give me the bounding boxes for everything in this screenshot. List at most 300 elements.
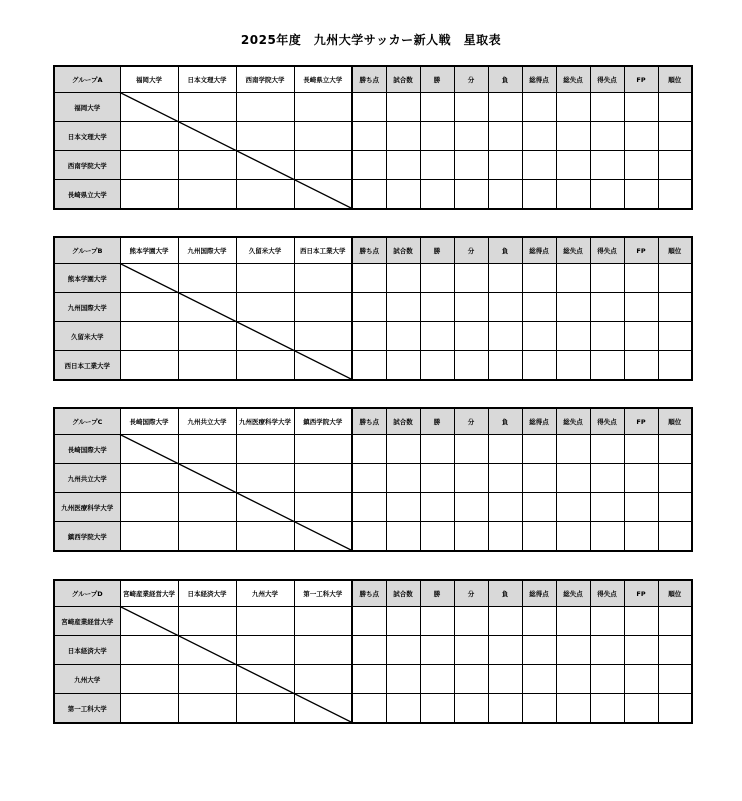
stat-header: 試合数 [386,408,420,435]
team-name: 西南学院大学 [54,151,120,180]
stat-cell [590,180,624,210]
stat-cell [454,435,488,464]
opponent-header: 第一工科大学 [294,580,352,607]
self-match-cell [294,351,352,381]
stat-cell [488,493,522,522]
self-match-cell [178,464,236,493]
stat-cell [624,322,658,351]
stat-cell [386,93,420,122]
stat-cell [454,665,488,694]
self-match-cell [294,180,352,210]
result-cell [236,435,294,464]
group-table-a [53,65,693,210]
stat-cell [624,264,658,293]
stat-cell [522,93,556,122]
stat-cell [590,351,624,381]
stat-header: 分 [454,580,488,607]
result-cell [120,180,178,210]
stat-cell [454,93,488,122]
result-cell [178,264,236,293]
stat-cell [658,636,692,665]
table-row [54,351,692,381]
stat-header: 負 [488,580,522,607]
stat-cell [352,665,386,694]
stat-cell [522,322,556,351]
stat-cell [624,93,658,122]
stat-cell [522,665,556,694]
result-cell [120,464,178,493]
stat-cell [386,464,420,493]
stat-cell [454,607,488,636]
standings-table [53,407,693,552]
result-cell [294,493,352,522]
table-row [54,665,692,694]
self-match-cell [120,435,178,464]
stat-cell [556,264,590,293]
stat-cell [522,122,556,151]
opponent-header: 久留米大学 [236,237,294,264]
stat-cell [352,464,386,493]
opponent-header: 西日本工業大学 [294,237,352,264]
team-name: 九州医療科学大学 [54,493,120,522]
stat-header: 勝ち点 [352,237,386,264]
stat-cell [386,322,420,351]
result-cell [236,694,294,724]
stat-cell [590,435,624,464]
opponent-header: 福岡大学 [120,66,178,93]
stat-cell [556,694,590,724]
stat-cell [488,435,522,464]
group-table-d [53,579,693,724]
stat-cell [454,464,488,493]
team-name: 熊本学園大学 [54,264,120,293]
stat-cell [488,93,522,122]
group-table-b [53,236,693,381]
stat-cell [590,464,624,493]
stat-cell [386,293,420,322]
stat-header: 勝 [420,66,454,93]
result-cell [178,93,236,122]
team-name: 西日本工業大学 [54,351,120,381]
stat-cell [420,93,454,122]
result-cell [120,122,178,151]
result-cell [236,264,294,293]
stat-cell [420,607,454,636]
opponent-header: 九州大学 [236,580,294,607]
stat-cell [420,151,454,180]
team-name: 長崎県立大学 [54,180,120,210]
result-cell [294,464,352,493]
result-cell [120,351,178,381]
stat-cell [352,322,386,351]
result-cell [236,93,294,122]
stat-cell [420,180,454,210]
result-cell [178,151,236,180]
stat-cell [386,151,420,180]
stat-cell [624,636,658,665]
stat-header: 勝ち点 [352,408,386,435]
opponent-header: 熊本学園大学 [120,237,178,264]
stat-cell [624,694,658,724]
stat-cell [556,522,590,552]
stat-header: 総失点 [556,408,590,435]
stat-header: FP [624,237,658,264]
stat-cell [386,264,420,293]
stat-cell [556,607,590,636]
self-match-cell [178,122,236,151]
opponent-header: 九州国際大学 [178,237,236,264]
team-name: 九州共立大学 [54,464,120,493]
stat-cell [624,665,658,694]
stat-cell [352,694,386,724]
stat-cell [420,351,454,381]
result-cell [294,151,352,180]
stat-cell [556,493,590,522]
team-name: 長崎国際大学 [54,435,120,464]
stat-cell [624,180,658,210]
stat-header: 総失点 [556,66,590,93]
stat-cell [522,522,556,552]
stat-header: 負 [488,66,522,93]
self-match-cell [120,607,178,636]
stat-cell [556,351,590,381]
stat-header: 順位 [658,237,692,264]
stat-cell [386,351,420,381]
self-match-cell [120,93,178,122]
stat-cell [590,293,624,322]
stat-cell [420,435,454,464]
self-match-cell [178,636,236,665]
stat-cell [454,351,488,381]
group-name: グループB [54,237,120,264]
stat-cell [420,122,454,151]
opponent-header: 九州医療科学大学 [236,408,294,435]
stat-cell [658,151,692,180]
stat-cell [556,293,590,322]
table-row [54,322,692,351]
team-name: 日本経済大学 [54,636,120,665]
table-row [54,607,692,636]
stat-header: 順位 [658,408,692,435]
team-name: 日本文理大学 [54,122,120,151]
stat-cell [522,694,556,724]
result-cell [236,293,294,322]
stat-cell [454,522,488,552]
stat-cell [454,151,488,180]
stat-cell [420,636,454,665]
stat-cell [624,151,658,180]
stat-cell [658,351,692,381]
result-cell [294,264,352,293]
stat-cell [556,122,590,151]
stat-header: 試合数 [386,66,420,93]
self-match-cell [120,264,178,293]
result-cell [120,322,178,351]
opponent-header: 九州共立大学 [178,408,236,435]
stat-cell [386,694,420,724]
result-cell [236,464,294,493]
stat-cell [488,122,522,151]
table-row [54,435,692,464]
group-name: グループC [54,408,120,435]
result-cell [294,435,352,464]
stat-cell [522,151,556,180]
stat-cell [386,522,420,552]
opponent-header: 鎮西学院大学 [294,408,352,435]
stat-cell [556,151,590,180]
table-row [54,264,692,293]
stat-header: 負 [488,408,522,435]
result-cell [236,522,294,552]
stat-header: 負 [488,237,522,264]
self-match-cell [236,322,294,351]
stat-header: FP [624,408,658,435]
stat-cell [658,122,692,151]
stat-cell [454,636,488,665]
stat-cell [352,435,386,464]
result-cell [178,607,236,636]
stat-cell [386,607,420,636]
stat-cell [454,322,488,351]
table-row [54,293,692,322]
stat-header: 総得点 [522,408,556,435]
header-row [54,66,692,93]
standings-table [53,579,693,724]
stat-header: 得失点 [590,408,624,435]
stat-cell [522,435,556,464]
group-table-c [53,407,693,552]
result-cell [120,293,178,322]
stat-cell [386,122,420,151]
stat-cell [488,293,522,322]
stat-cell [590,665,624,694]
stat-cell [488,351,522,381]
stat-cell [454,122,488,151]
stat-cell [352,351,386,381]
self-match-cell [236,151,294,180]
result-cell [236,122,294,151]
result-cell [236,180,294,210]
stat-header: 得失点 [590,580,624,607]
stat-cell [488,322,522,351]
stat-cell [590,322,624,351]
result-cell [294,93,352,122]
stat-header: 総失点 [556,237,590,264]
header-row [54,237,692,264]
stat-cell [488,180,522,210]
stat-header: 総得点 [522,66,556,93]
result-cell [294,607,352,636]
opponent-header: 長崎国際大学 [120,408,178,435]
result-cell [178,351,236,381]
table-row [54,122,692,151]
self-match-cell [294,522,352,552]
stat-cell [386,636,420,665]
stat-cell [624,522,658,552]
stat-cell [658,435,692,464]
standings-table [53,65,693,210]
stat-header: 分 [454,237,488,264]
stat-cell [352,264,386,293]
stat-cell [658,322,692,351]
stat-cell [658,493,692,522]
stat-cell [522,293,556,322]
group-name: グループD [54,580,120,607]
result-cell [120,665,178,694]
standings-table [53,236,693,381]
team-name: 九州国際大学 [54,293,120,322]
stat-cell [522,493,556,522]
stat-cell [624,464,658,493]
stat-cell [658,665,692,694]
stat-header: 勝ち点 [352,580,386,607]
stat-header: 総得点 [522,237,556,264]
table-row [54,180,692,210]
stat-cell [488,464,522,493]
stat-header: 分 [454,66,488,93]
stat-cell [624,493,658,522]
team-name: 久留米大学 [54,322,120,351]
table-row [54,151,692,180]
stat-cell [454,694,488,724]
result-cell [178,435,236,464]
result-cell [236,351,294,381]
stat-cell [556,93,590,122]
team-name: 第一工科大学 [54,694,120,724]
stat-cell [386,493,420,522]
stat-cell [454,180,488,210]
stat-header: 得失点 [590,66,624,93]
stat-header: 勝 [420,237,454,264]
stat-cell [522,607,556,636]
stat-cell [590,694,624,724]
stat-cell [454,493,488,522]
stat-cell [420,493,454,522]
stat-header: 勝 [420,580,454,607]
stat-header: 勝 [420,408,454,435]
result-cell [120,493,178,522]
stat-cell [488,665,522,694]
stat-cell [658,522,692,552]
stat-cell [624,351,658,381]
stat-cell [420,694,454,724]
team-name: 鎮西学院大学 [54,522,120,552]
stat-cell [556,322,590,351]
opponent-header: 日本文理大学 [178,66,236,93]
result-cell [178,180,236,210]
opponent-header: 西南学院大学 [236,66,294,93]
result-cell [178,665,236,694]
result-cell [236,607,294,636]
stat-cell [420,293,454,322]
result-cell [178,322,236,351]
result-cell [120,636,178,665]
opponent-header: 長崎県立大学 [294,66,352,93]
stat-cell [658,180,692,210]
stat-cell [590,122,624,151]
stat-header: 勝ち点 [352,66,386,93]
stat-cell [590,264,624,293]
stat-header: 順位 [658,66,692,93]
opponent-header: 宮崎産業経営大学 [120,580,178,607]
stat-cell [352,293,386,322]
stat-header: 分 [454,408,488,435]
stat-cell [420,322,454,351]
stat-cell [522,636,556,665]
result-cell [294,322,352,351]
result-cell [120,522,178,552]
stat-cell [624,607,658,636]
stat-cell [488,607,522,636]
stat-header: 試合数 [386,237,420,264]
self-match-cell [236,665,294,694]
stat-cell [420,464,454,493]
table-row [54,464,692,493]
stat-cell [556,665,590,694]
stat-cell [556,180,590,210]
stat-cell [522,264,556,293]
stat-cell [590,493,624,522]
stat-cell [658,264,692,293]
stat-cell [352,93,386,122]
stat-header: 総得点 [522,580,556,607]
page-title: 2025年度 九州大学サッカー新人戦 星取表 [240,33,502,47]
stat-cell [352,180,386,210]
stat-cell [352,122,386,151]
team-name: 福岡大学 [54,93,120,122]
table-row [54,93,692,122]
stat-cell [488,694,522,724]
stat-cell [352,151,386,180]
opponent-header: 日本経済大学 [178,580,236,607]
stat-header: FP [624,66,658,93]
stat-cell [352,607,386,636]
result-cell [178,493,236,522]
result-cell [178,694,236,724]
header-row [54,580,692,607]
stat-cell [556,435,590,464]
stat-cell [488,522,522,552]
stat-cell [488,264,522,293]
stat-cell [590,607,624,636]
stat-cell [522,351,556,381]
stat-cell [658,464,692,493]
header-row [54,408,692,435]
stat-cell [420,522,454,552]
team-name: 九州大学 [54,665,120,694]
stat-cell [454,264,488,293]
group-name: グループA [54,66,120,93]
stat-cell [658,607,692,636]
result-cell [294,636,352,665]
table-row [54,636,692,665]
stat-header: 総失点 [556,580,590,607]
stat-header: 試合数 [386,580,420,607]
stat-header: 順位 [658,580,692,607]
stat-cell [590,93,624,122]
stat-cell [352,636,386,665]
stat-cell [352,493,386,522]
stat-cell [556,636,590,665]
result-cell [294,665,352,694]
result-cell [294,293,352,322]
stat-cell [658,293,692,322]
stat-cell [420,665,454,694]
result-cell [294,122,352,151]
table-row [54,694,692,724]
table-row [54,522,692,552]
result-cell [120,694,178,724]
